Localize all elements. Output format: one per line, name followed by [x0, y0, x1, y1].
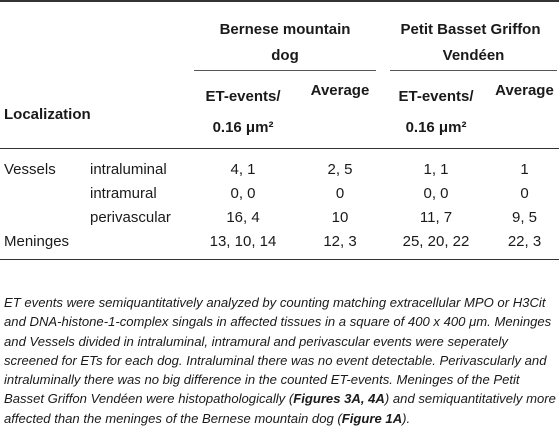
column-header-localization: Localization — [0, 78, 188, 149]
cell-bmd-et: 13, 10, 14 — [188, 229, 298, 260]
cell-pbgv-et: 25, 20, 22 — [382, 229, 490, 260]
column-header-bmd-et-line1: ET-events/ — [205, 87, 281, 105]
cell-pbgv-avg: 1 — [520, 160, 529, 178]
group-header-pbgv-line1: Petit Basset Griffon — [400, 20, 541, 38]
cell-pbgv-avg: 9, 5 — [511, 208, 538, 226]
table-row — [0, 181, 559, 205]
group-header-row — [0, 1, 559, 46]
row-group — [0, 205, 86, 229]
caption-text-3: ). — [402, 410, 411, 426]
row-group — [0, 181, 86, 205]
group-header-pbgv — [382, 1, 559, 46]
cell-pbgv-avg: 22, 3 — [490, 229, 559, 260]
cell-pbgv-et: 11, 7 — [419, 208, 453, 226]
column-header-pbgv-et-line2: 0.16 μm² — [382, 112, 490, 149]
column-header-pbgv-et-events — [382, 78, 490, 112]
cell-bmd-avg: 0 — [335, 184, 345, 202]
group-header-bernese-line1: Bernese mountain — [219, 20, 351, 38]
column-header-pbgv-et-line1: ET-events/ — [398, 87, 474, 105]
row-sub: perivascular — [90, 208, 171, 226]
cell-pbgv-avg: 0 — [520, 184, 529, 202]
row-sub: intramural — [90, 184, 157, 202]
group-header-bernese-line2: dog — [271, 47, 299, 64]
row-group: Meninges — [0, 229, 86, 260]
cell-bmd-avg: 10 — [331, 208, 349, 226]
caption-text-2: ) and semiquantitatively more affected than the meninges of the Bernese mountain dog ( — [4, 391, 556, 426]
table-caption — [4, 293, 556, 428]
cell-bmd-avg: 12, 3 — [298, 229, 382, 260]
table-row — [0, 229, 559, 260]
column-header-bmd-et-events — [188, 78, 298, 112]
column-header-row — [0, 78, 559, 112]
table-row — [0, 205, 559, 229]
cell-pbgv-et: 0, 0 — [423, 184, 449, 202]
cell-pbgv-et: 1, 1 — [423, 160, 449, 178]
cell-bmd-avg: 2, 5 — [327, 160, 353, 178]
caption-text-1: ET events were semiquantitatively analyzed by counting matching extracellular MPO or H3Cit and DNA-histone-1-complex singals in affected tissues in a square of 400 x 400 μm. Meninges and Vessels divided in intraluminal, intramural and perivascular events were seperately screened for ETs for each dog. Intraluminal there was no event detectable. Perivascularly and intraluminally there was no big difference in the counted ET-events. Meninges of the Petit Basset Griffon Vendéen were histopathologically ( — [4, 295, 552, 407]
cell-bmd-et: 16, 4 — [226, 208, 260, 226]
figure-reference-link[interactable]: Figures 3A, 4A — [293, 391, 385, 407]
group-header-pbgv-line2: Vendéen — [442, 47, 505, 64]
row-group: Vessels — [4, 160, 56, 178]
group-header-bernese — [188, 1, 382, 46]
column-header-pbgv-average: Average — [490, 78, 559, 149]
column-header-bmd-average: Average — [298, 78, 382, 149]
cell-bmd-et: 4, 1 — [230, 160, 256, 178]
row-sub: intraluminal — [90, 160, 167, 178]
figure-reference-link[interactable]: Figure 1A — [341, 410, 403, 426]
table-row — [0, 149, 559, 182]
group-header-row-2 — [0, 46, 559, 78]
cell-bmd-et: 0, 0 — [230, 184, 256, 202]
row-sub — [86, 229, 188, 260]
column-header-bmd-et-line2: 0.16 μm² — [188, 112, 298, 149]
